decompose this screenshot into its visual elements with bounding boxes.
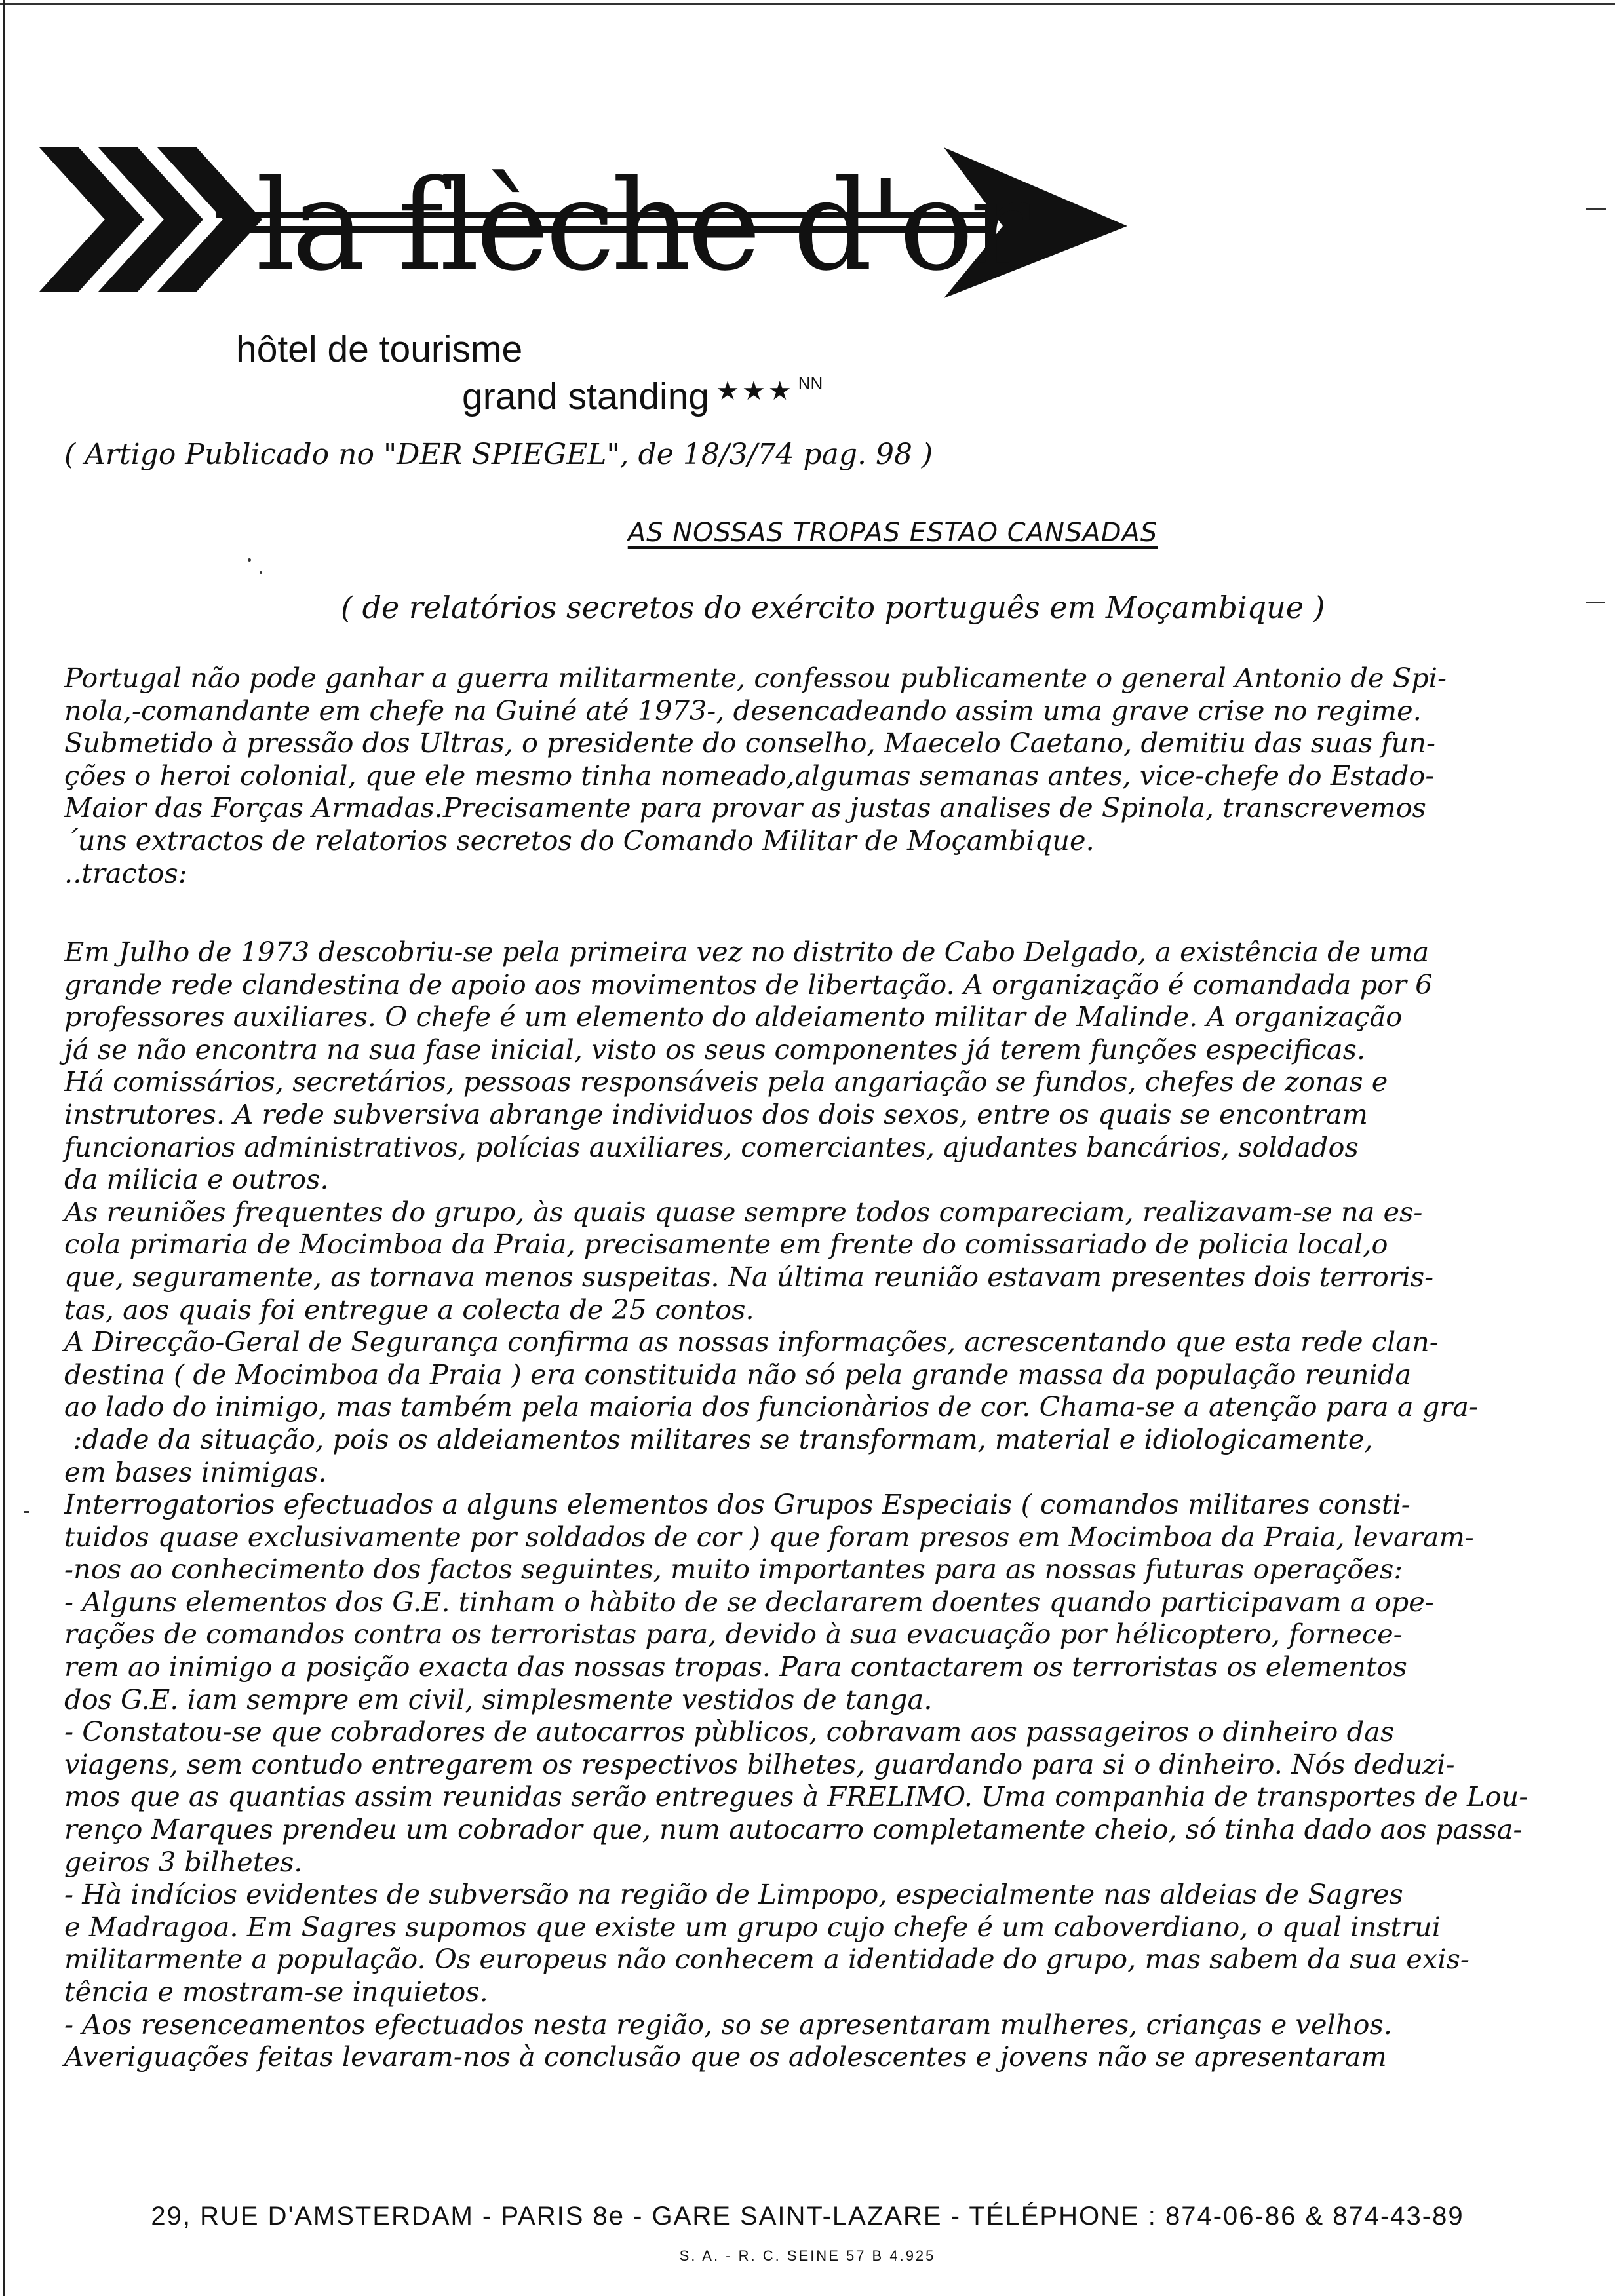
text-line: destina ( de Mocimboa da Praia ) era constituida não só pela grande massa da população reunida	[64, 1358, 1412, 1390]
headline-text: AS NOSSAS TROPAS ESTAO CANSADAS	[627, 518, 1158, 548]
article-intro	[64, 662, 1572, 889]
article-headline	[0, 518, 1615, 548]
text-line: ções o heroi colonial, que ele mesmo tinha nomeado,algumas semanas antes, vice-chefe do Estado-	[64, 759, 1435, 792]
company-registration: S. A. - R. C. SEINE 57 B 4.925	[679, 2248, 936, 2264]
text-line: nola,-comandante em chefe na Guiné até 1973-, desencadeando assim uma grave crise no regime.	[64, 694, 1422, 727]
text-line: - Hà indícios evidentes de subversão na região de Limpopo, especialmente nas aldeias de Sagres	[64, 1878, 1403, 1911]
standing-label: grand standing	[462, 375, 710, 417]
article-subheadline: ( de relatórios secretos do exército português em Moçambique )	[341, 590, 1325, 625]
text-line: renço Marques prendeu um cobrador que, num autocarro completamente cheio, só tinha dado aos passa-	[64, 1813, 1523, 1846]
text-line: Em Julho de 1973 descobriu-se pela primeira vez no distrito de Cabo Delgado, a existência de uma	[64, 936, 1430, 968]
text-line: e Madragoa. Em Sagres supomos que existe um grupo cujo chefe é um caboverdiano, o qual instrui	[64, 1910, 1441, 1943]
text-line: funcionarios administrativos, polícias auxiliares, comerciantes, ajudantes bancários, soldados	[64, 1130, 1359, 1163]
scan-edge-left	[3, 0, 5, 2296]
text-line: geiros 3 bilhetes.	[64, 1845, 303, 1878]
article-body	[64, 936, 1572, 2073]
text-line: em bases inimigas.	[64, 1455, 327, 1488]
hotel-address: 29, RUE D'AMSTERDAM - PARIS 8e - GARE SAINT-LAZARE - TÉLÉPHONE : 874-06-86 & 874-43-89	[151, 2202, 1464, 2230]
logo-text: la flèche d'or	[256, 153, 1026, 298]
hotel-logo	[39, 134, 1127, 305]
text-line: já se não encontra na sua fase inicial, visto os seus componentes já terem funções especificas.	[64, 1033, 1366, 1065]
scan-edge-top	[0, 3, 1615, 5]
text-line: viagens, sem contudo entregarem os respectivos bilhetes, guardando para si o dinheiro. Nós deduzi-	[64, 1748, 1455, 1780]
text-line: Maior das Forças Armadas.Precisamente para provar as justas analises de Spinola, transcrevemos	[64, 792, 1426, 824]
text-line: ´uns extractos de relatorios secretos do Comando Militar de Moçambique.	[64, 824, 1095, 856]
scan-speck	[260, 571, 262, 574]
text-line: instrutores. A rede subversiva abrange individuos dos dois sexos, entre os quais se encontram	[64, 1098, 1368, 1130]
scan-mark	[1586, 602, 1605, 603]
text-line: militarmente a população. Os europeus não conhecem a identidade do grupo, mas sabem da sua exis-	[64, 1943, 1469, 1976]
text-line: A Direcção-Geral de Segurança confirma as nossas informações, acrescentando que esta rede clan-	[64, 1326, 1439, 1358]
text-line: tência e mostram-se inquietos.	[64, 1976, 488, 2008]
text-line: cola primaria de Mocimboa da Praia, precisamente em frente do comissariado de policia local,o	[64, 1228, 1388, 1261]
text-line: As reuniões frequentes do grupo, às quais quase sempre todos compareciam, realizavam-se na es-	[64, 1195, 1423, 1228]
scan-mark	[24, 1511, 29, 1513]
text-line: Submetido à pressão dos Ultras, o presidente do conselho, Maecelo Caetano, demitiu das suas fun-	[64, 727, 1436, 759]
text-line: que, seguramente, as tornava menos suspeitas. Na última reunião estavam presentes dois terroris-	[64, 1260, 1434, 1293]
text-line: :dade da situação, pois os aldeiamentos militares se transformam, material e idiologicamente,	[64, 1423, 1373, 1455]
text-line: -nos ao conhecimento dos factos seguintes, muito importantes para as nossas futuras operações:	[64, 1553, 1403, 1586]
text-line: - Constatou-se que cobradores de autocarros pùblicos, cobravam aos passageiros o dinheiro das	[64, 1715, 1395, 1748]
text-line: Há comissários, secretários, pessoas responsáveis pela angariação se fundos, chefes de zonas e	[64, 1065, 1388, 1098]
text-line: rações de comandos contra os terroristas para, devido à sua evacuação por hélicoptero, fornece-	[64, 1618, 1403, 1651]
text-line: grande rede clandestina de apoio aos movimentos de libertação. A organização é comandada por 6	[64, 968, 1433, 1001]
text-line: Averiguações feitas levaram-nos à conclusão que os adolescentes e jovens não se apresentaram	[64, 2040, 1387, 2073]
text-line: da milicia e outros.	[64, 1163, 329, 1196]
text-line: - Alguns elementos dos G.E. tinham o hàbito de se declararem doentes quando participavam a ope-	[64, 1585, 1434, 1618]
text-line: professores auxiliares. O chefe é um elemento do aldeiamento militar de Malinde. A organização	[64, 1001, 1403, 1033]
text-line: - Aos resenceamentos efectuados nesta região, so se apresentaram mulheres, crianças e velhos.	[64, 2008, 1393, 2040]
scan-mark	[1586, 208, 1606, 210]
text-line: tas, aos quais foi entregue a colecta de 25 contos.	[64, 1293, 754, 1326]
stars-suffix: NN	[798, 373, 823, 393]
arrow-logo-icon	[39, 134, 1127, 305]
text-line: Portugal não pode ganhar a guerra militarmente, confessou publicamente o general Antonio de Spi-	[64, 662, 1447, 694]
hotel-category: hôtel de tourisme	[236, 328, 523, 370]
hotel-standing	[462, 373, 823, 418]
text-line: mos que as quantias assim reunidas serão entregues à FRELIMO. Uma companhia de transportes de Lou-	[64, 1780, 1528, 1813]
article-citation: ( Artigo Publicado no "DER SPIEGEL", de 18/3/74 pag. 98 )	[64, 438, 933, 471]
text-line: tuidos quase exclusivamente por soldados de cor ) que foram presos em Mocimboa da Praia, levaram-	[64, 1520, 1474, 1553]
scan-speck	[248, 558, 251, 562]
text-line: Interrogatorios efectuados a alguns elementos dos Grupos Especiais ( comandos militares consti-	[64, 1488, 1411, 1521]
text-line: dos G.E. iam sempre em civil, simplesmente vestidos de tanga.	[64, 1683, 933, 1715]
text-line: ao lado do inimigo, mas também pela maioria dos funcionàrios de cor. Chama-se a atenção para a gra-	[64, 1390, 1478, 1423]
text-line: rem ao inimigo a posição exacta das nossas tropas. Para contactarem os terroristas os elementos	[64, 1651, 1407, 1683]
star-rating-icon: ★★★	[716, 377, 794, 406]
text-line: ..tractos:	[64, 856, 187, 889]
